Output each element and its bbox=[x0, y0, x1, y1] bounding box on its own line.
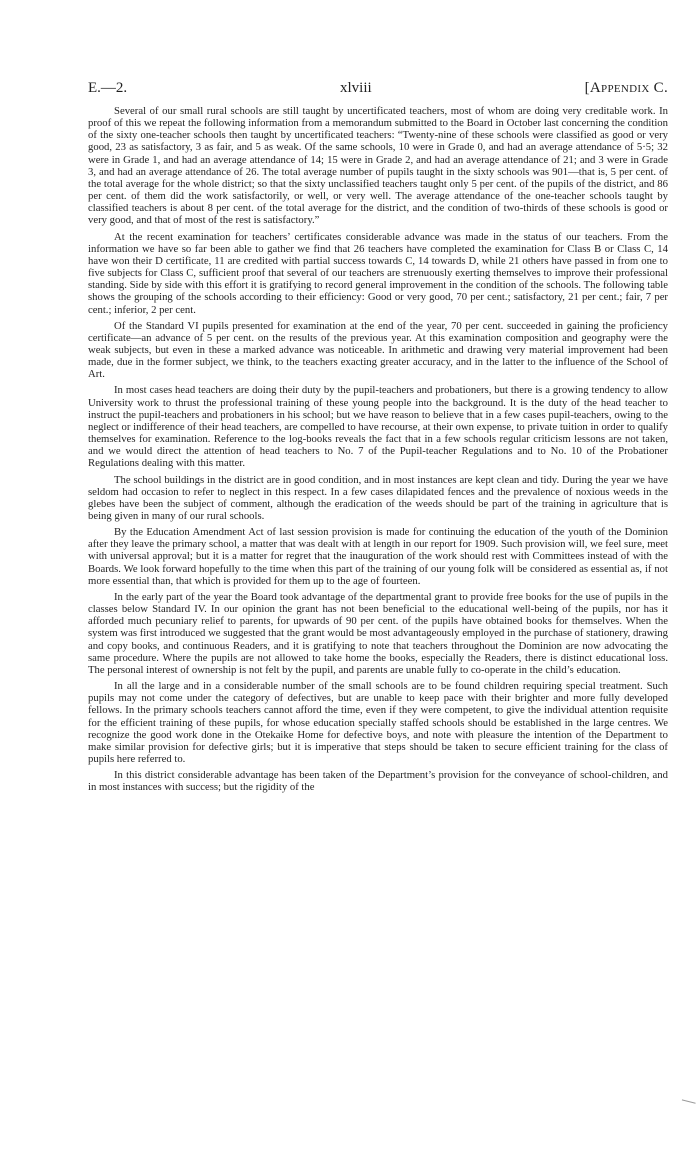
paragraph-conveyance: In this district considerable advantage has been taken of the Department’s provision for the conveyance of school-children, and in most instances with success; but the rigidity of the bbox=[88, 769, 668, 794]
appendix-label: [Appendix C. bbox=[584, 80, 668, 96]
document-body bbox=[88, 105, 668, 793]
paragraph-school-buildings: The school buildings in the district are in good condition, and in most instances are kept clean and tidy. During the year we have seldom had occasion to refer to neglect in this respect. In a few cases dilapidated fences and the prevalence of noxious weeds in the glebes have been the subject of comment, although the eradication of the weeds should be part of the training in agriculture that is being given in many of our rural schools. bbox=[88, 473, 668, 522]
paragraph-uncertificated-teachers: Several of our small rural schools are still taught by uncertificated teachers, most of whom are doing very creditable work. In proof of this we repeat the following information from a memorandum submitted to the Board in October last concerning the condition of the sixty one-teacher schools then taught by uncertificated teachers: “Twenty-nine of these schools were classified as good or very good, 23 as satisfactory, 3 as fair, and 5 as weak. Of the same schools, 10 were in Grade 0, and had an average attendance of 5·5; 32 were in Grade 1, and had an average attendance of 14; 15 were in Grade 2, and had an average attendance of 21; and 3 were in Grade 3, and had an average attendance of 26. The total average number of pupils taught in the sixty schools was 901—that is, 5 per cent. of the total average for the whole district; so that the sixty unclassified teachers taught only 5 per cent. of the pupils of the district, and 86 per cent. of them did the work satisfactorily, or well, or very well. The average attendance of the one-teacher schools taught by classified teachers is about 8 per cent. of the total average for the district, and the condition of two-thirds of these schools is good or very good, and that of most of the rest is satisfactory.” bbox=[88, 105, 668, 227]
page-number: xlviii bbox=[340, 80, 372, 96]
paragraph-special-treatment: In all the large and in a considerable number of the small schools are to be found children requiring special treatment. Such pupils may not come under the category of defectives, but are unable to keep pace with their brighter and more fully developed fellows. In the primary schools teachers cannot afford the time, even if they were competent, to give the individual attention requisite for the efficient training of these pupils, for whose education specially staffed schools should be established in the large centres. We recognize the good work done in the Otekaike Home for defective boys, and note with pleasure the intention of the Department to make similar provision for defective girls; but it is imperative that steps should be taken to secure efficient training for the class of pupils here referred to. bbox=[88, 680, 668, 765]
paragraph-free-books: In the early part of the year the Board took advantage of the departmental grant to provide free books for the use of pupils in the classes below Standard IV. In our opinion the grant has not been beneficial to the educational well-being of the pupils, nor has it afforded much pecuniary relief to parents, for upwards of 90 per cent. of the pupils have obtained books for themselves. When the system was first introduced we suggested that the grant would be most advantageously employed in the purchase of stationery, drawing and copy books, and continuous Readers, and it is gratifying to note that teachers throughout the Dominion are now advocating the same procedure. Where the pupils are not allowed to take home the books, especially the Readers, there is distinct educational loss. The personal interest of ownership is not felt by the pupil, and parents are unable fully to co-operate in the child’s education. bbox=[88, 590, 668, 676]
document-page bbox=[88, 78, 668, 797]
page-reference: E.—2. bbox=[88, 80, 128, 96]
page-edge-mark bbox=[680, 1099, 695, 1109]
paragraph-standard-vi: Of the Standard VI pupils presented for examination at the end of the year, 70 per cent. succeeded in gaining the proficiency certificate—an advance of 5 per cent. on the results of the previous year. At this examination composition and geography were the weak subjects, but even in these a marked advance was noticeable. In arithmetic and drawing very material improvement had been made, due in the former subject, we think, to the teachers exacting greater accuracy, and in the latter to the influence of the School of Art. bbox=[88, 319, 668, 381]
paragraph-pupil-teachers: In most cases head teachers are doing their duty by the pupil-teachers and probationers, but there is a growing tendency to allow University work to thrust the professional training of these young people into the background. It is the duty of the head teacher to instruct the pupil-teachers and probationers in his school; but we have reason to believe that in a few cases pupil-teachers, owing to the neglect or indifference of their head teachers, are compelled to have recourse, at their own expense, to private tuition in order to qualify themselves for examination. Reference to the log-books reveals the fact that in a few schools regular criticism lessons are not taken, and we would direct the attention of head teachers to No. 7 of the Pupil-teacher Regulations and to No. 10 of the Probationer Regulations dealing with this matter. bbox=[88, 384, 668, 470]
paragraph-teacher-certificates: At the recent examination for teachers’ certificates considerable advance was made in the status of our teachers. From the information we have so far been able to gather we find that 26 teachers have completed the examination for Class B or Class C, 14 have won their D certificate, 11 are credited with partial success towards C, 14 towards D, while 21 others have passed in from one to five subjects for Class C, sufficient proof that several of our teachers are strenuously exerting themselves to improve their professional standing. Side by side with this effort it is gratifying to record general improvement in the condition of the schools. The following table shows the grouping of the schools according to their efficiency: Good or very good, 70 per cent.; satisfactory, 21 per cent.; fair, 7 per cent.; inferior, 2 per cent. bbox=[88, 230, 668, 316]
page-header bbox=[88, 78, 668, 102]
paragraph-education-amendment-act: By the Education Amendment Act of last session provision is made for continuing the education of the youth of the Dominion after they leave the primary school, a matter that was dealt with at length in our report for 1909. Such provision will, we feel sure, meet with universal approval; but it is a matter for regret that the inauguration of the work should rest with Committees instead of with the Boards. We look forward hopefully to the time when this part of the training of our young folk will be considered as essential as, if not more essential than, that which is provided for them up to the age of fourteen. bbox=[88, 526, 668, 587]
